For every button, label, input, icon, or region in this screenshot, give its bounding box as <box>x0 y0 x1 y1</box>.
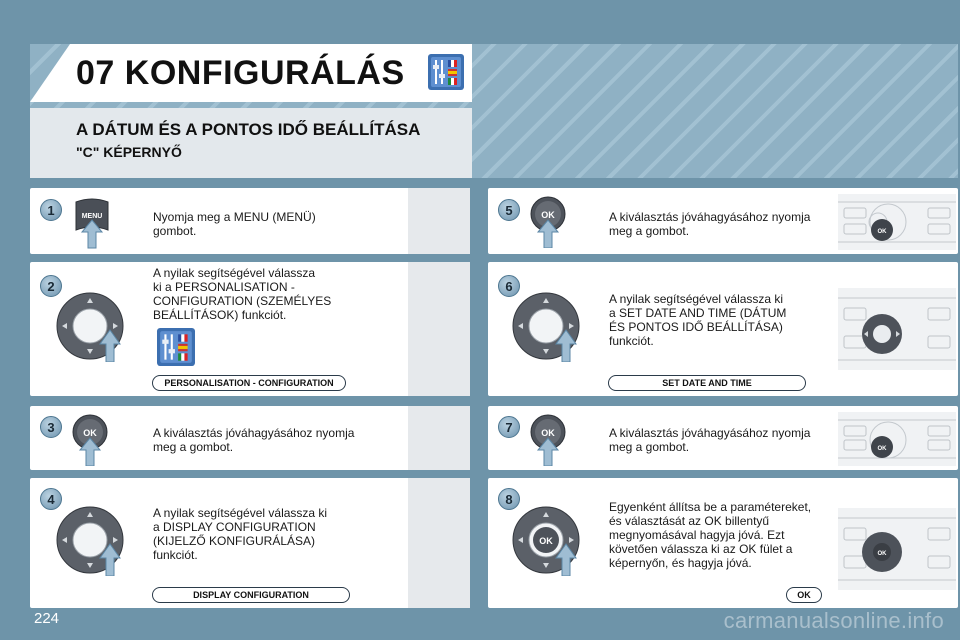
step-number-6: 6 <box>498 275 520 297</box>
step-text-4: A nyilak segítségével válassza ki a DISPLAY CONFIGURATION (KIJELZŐ KONFIGURÁLÁSA) funkciót. <box>153 506 328 562</box>
step-text-8: Egyenként állítsa be a paramétereket, és választását az OK billentyű megnyomásával hagyja jóvá. Ezt követően válassza ki az OK fület a képernyőn, és hagyja jóvá. <box>609 500 812 570</box>
section-title: A DÁTUM ÉS A PONTOS IDŐ BEÁLLÍTÁSA <box>76 120 421 139</box>
page-title: 07 KONFIGURÁLÁS <box>76 54 405 92</box>
arrow-pad-icon <box>512 290 584 362</box>
control-panel-icon <box>838 410 956 468</box>
menu-button-label: MENU <box>81 213 103 220</box>
control-panel-icon <box>838 506 956 592</box>
menu-path-pill-8: OK <box>786 587 822 603</box>
step-text-6: A nyilak segítségével válassza ki a SET DATE AND TIME (DÁTUM ÉS PONTOS IDŐ BEÁLLÍTÁSA) funkciót. <box>609 292 787 348</box>
menu-path-pill-2: PERSONALISATION - CONFIGURATION <box>152 375 346 391</box>
step-text-2: A nyilak segítségével válassza ki a PERSONALISATION - CONFIGURATION (SZEMÉLYES BEÁLLÍTÁSOK) funkciót. <box>153 266 332 322</box>
step-text-7: A kiválasztás jóváhagyásához nyomja meg a gombot. <box>609 426 811 454</box>
control-panel-icon <box>838 286 956 372</box>
ok-button-label: OK <box>541 210 555 220</box>
arrow-pad-icon <box>56 290 128 362</box>
menu-path-pill-6: SET DATE AND TIME <box>608 375 806 391</box>
step-text-5: A kiválasztás jóváhagyásához nyomja meg a gombot. <box>609 210 811 238</box>
ok-button-icon <box>528 194 572 248</box>
control-panel-icon <box>838 192 956 252</box>
menu-button-icon <box>72 194 112 250</box>
arrow-pad-ok-icon <box>512 504 584 576</box>
ok-button-label: OK <box>539 536 553 546</box>
subtitle-box <box>30 108 472 178</box>
step-number-5: 5 <box>498 199 520 221</box>
watermark: carmanualsonline.info <box>723 608 944 633</box>
panel-ok-label: OK <box>877 446 887 452</box>
ok-button-label: OK <box>541 428 555 438</box>
step-text-3: A kiválasztás jóváhagyásához nyomja meg a gombot. <box>153 426 355 454</box>
panel-ok-label: OK <box>877 551 887 557</box>
ok-button-icon <box>528 412 572 466</box>
step-text-1: Nyomja meg a MENU (MENÜ) gombot. <box>153 210 316 238</box>
step-number-3: 3 <box>40 416 62 438</box>
settings-sliders-flags-icon <box>156 328 196 366</box>
step-number-4: 4 <box>40 488 62 510</box>
step-number-1: 1 <box>40 199 62 221</box>
ok-button-icon <box>70 412 114 466</box>
panel-ok-label: OK <box>877 229 887 235</box>
step-number-8: 8 <box>498 488 520 510</box>
ok-button-label: OK <box>83 428 97 438</box>
arrow-pad-icon <box>56 504 128 576</box>
page-number: 224 <box>34 610 60 627</box>
menu-path-pill-4: DISPLAY CONFIGURATION <box>152 587 350 603</box>
settings-sliders-flags-icon <box>428 54 464 90</box>
screen-label: "C" KÉPERNYŐ <box>76 144 182 160</box>
step-number-7: 7 <box>498 416 520 438</box>
step-number-2: 2 <box>40 275 62 297</box>
